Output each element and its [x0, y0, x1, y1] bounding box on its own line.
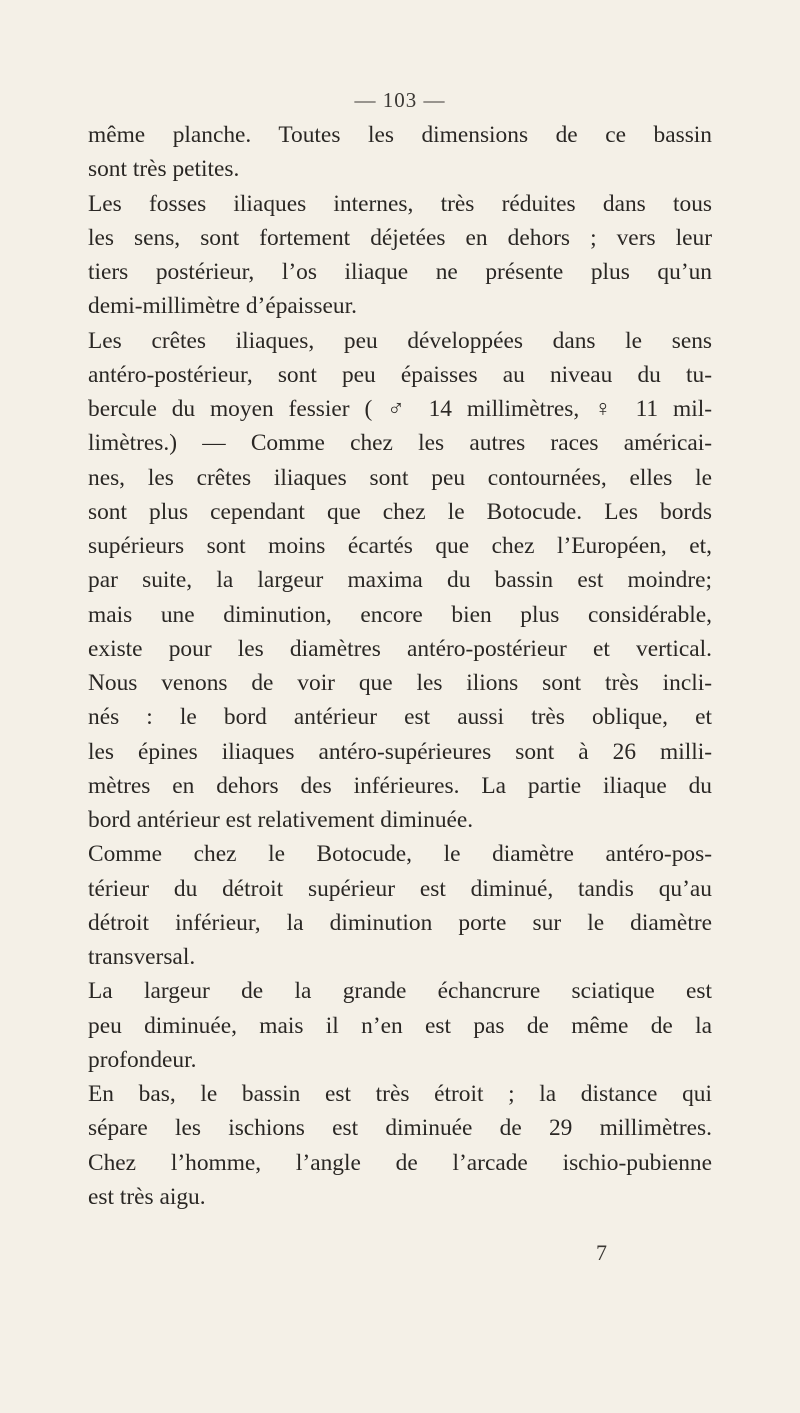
text-line: supérieurs sont moins écartés que chez l’Européen, et,	[88, 533, 712, 559]
text-line: sont très petites.	[88, 156, 240, 183]
text-line: mais une diminution, encore bien plus considérable,	[88, 601, 712, 628]
text-line: limètres.) — Comme chez les autres races américai-	[88, 430, 712, 457]
text-line: Comme chez le Botocude, le diamètre antéro-pos-	[88, 841, 712, 868]
text-line: sont plus cependant que chez le Botocude. Les bords	[88, 498, 712, 525]
page-number-header: — 103 —	[354, 88, 446, 112]
text-line: nés : le bord antérieur est aussi très oblique, et	[88, 704, 712, 731]
text-line: mètres en dehors des inférieures. La partie iliaque du	[88, 772, 712, 799]
text-line: bercule du moyen fessier ( ♂ 14 millimètres, ♀ 11 mil-	[88, 396, 712, 422]
text-line: sépare les ischions est diminuée de 29 millimètres.	[88, 1115, 712, 1142]
text-line: les épines iliaques antéro-supérieures sont à 26 milli-	[88, 738, 712, 765]
text-line: bord antérieur est relativement diminuée.	[88, 807, 474, 833]
text-line: transversal.	[88, 944, 196, 970]
text-line: les sens, sont fortement déjetées en dehors ; vers leur	[88, 224, 712, 251]
text-line: est très aigu.	[88, 1183, 206, 1210]
text-line: En bas, le bassin est très étroit ; la distance qui	[88, 1081, 712, 1107]
text-line: Les fosses iliaques internes, très réduites dans tous	[88, 190, 712, 217]
text-line: La largeur de la grande échancrure sciatique est	[88, 978, 712, 1005]
text-line: demi-millimètre d’épaisseur.	[88, 293, 357, 320]
text-line: profondeur.	[88, 1046, 197, 1073]
signature-mark: 7	[596, 1240, 607, 1265]
text-line: détroit inférieur, la diminution porte sur le diamètre	[88, 909, 712, 936]
text-line: antéro-postérieur, sont peu épaisses au niveau du tu-	[88, 361, 712, 388]
body-text	[88, 118, 712, 1214]
text-line: Nous venons de voir que les ilions sont très incli-	[88, 670, 712, 696]
text-line: térieur du détroit supérieur est diminué, tandis qu’au	[88, 875, 712, 902]
text-line: par suite, la largeur maxima du bassin est moindre;	[88, 567, 712, 594]
text-line: existe pour les diamètres antéro-postérieur et vertical.	[88, 635, 712, 662]
text-line: peu diminuée, mais il n’en est pas de même de la	[88, 1012, 712, 1039]
text-line: même planche. Toutes les dimensions de ce bassin	[88, 122, 712, 148]
text-line: tiers postérieur, l’os iliaque ne présente plus qu’un	[88, 259, 712, 285]
text-line: Chez l’homme, l’angle de l’arcade ischio-pubienne	[88, 1149, 712, 1176]
text-line: nes, les crêtes iliaques sont peu contournées, elles le	[88, 464, 712, 491]
text-line: Les crêtes iliaques, peu développées dans le sens	[88, 327, 712, 354]
